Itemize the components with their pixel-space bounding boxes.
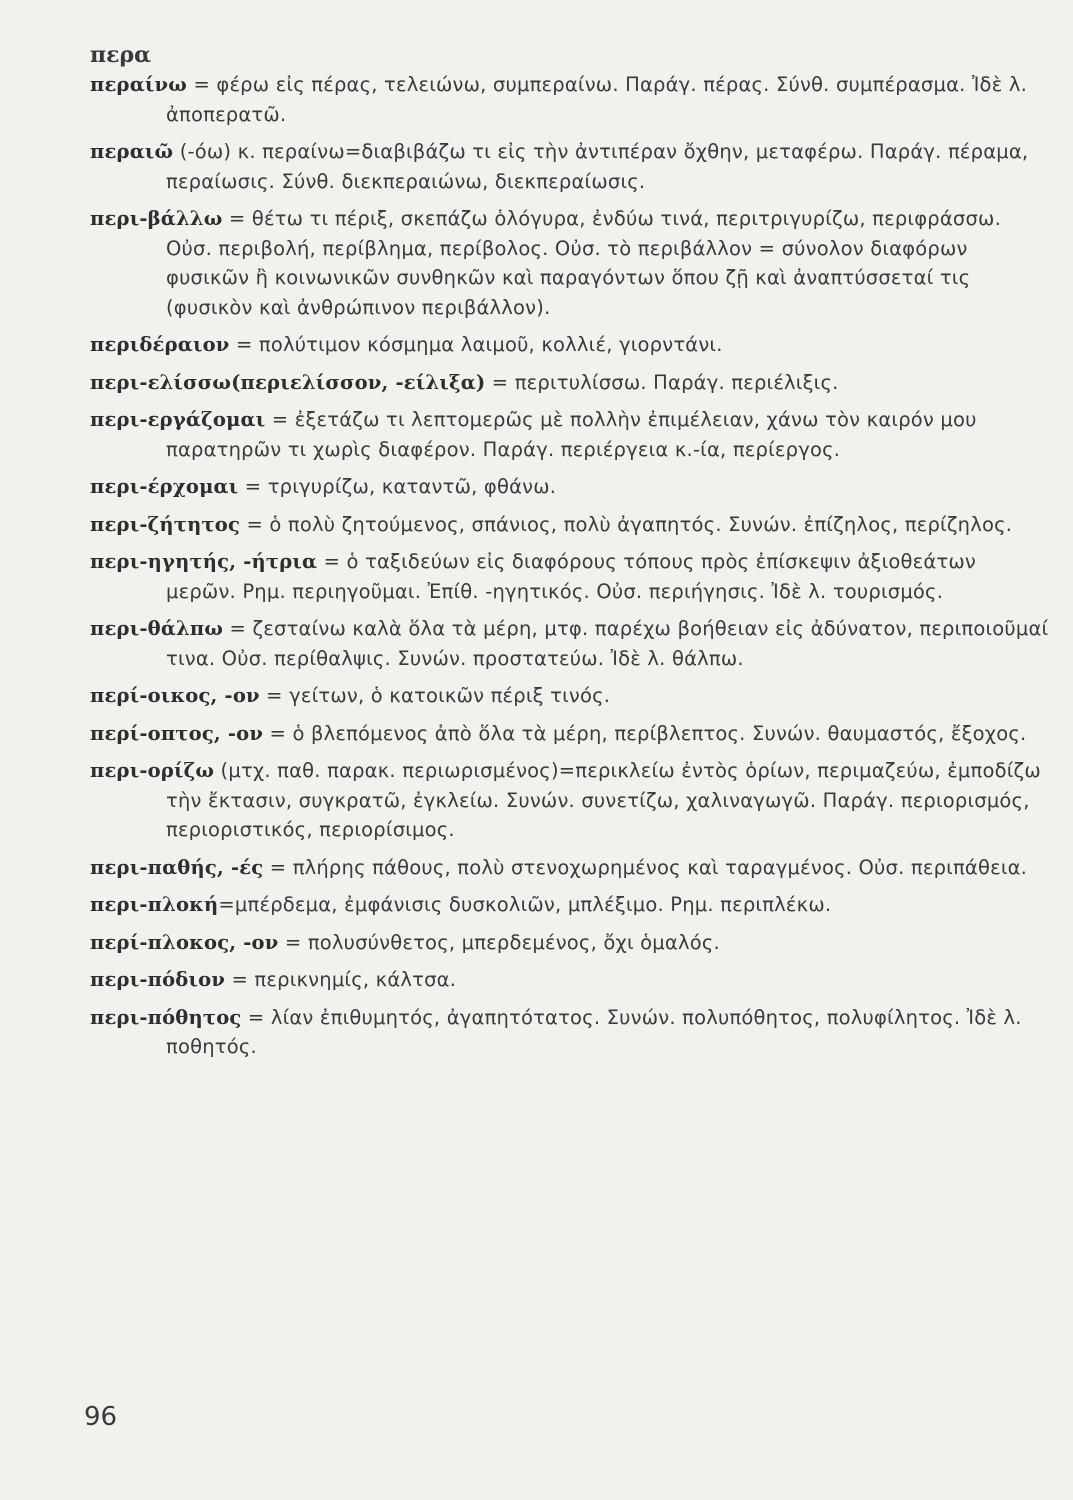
entry-definition: = ὁ βλεπόμενος ἀπὸ ὅλα τὰ μέρη, περίβλεπτος. Συνών. θαυμαστός, ἔξοχος.	[263, 721, 1027, 745]
entry-definition: = ζεσταίνω καλὰ ὅλα τὰ μέρη, μτφ. παρέχω βοήθειαν εἰς ἀδύνατον, περιποιοῦμαί τινα. Οὐσ. περίθαλψις. Συνών. προστατεύω. Ἰδὲ λ. θάλπω.	[166, 617, 1049, 670]
dictionary-entry	[90, 547, 1050, 606]
entry-definition: = περιτυλίσσω. Παράγ. περιέλιξις.	[485, 370, 839, 394]
dictionary-entry	[90, 137, 1050, 196]
entry-definition: = πλήρης πάθους, πολὺ στενοχωρημένος καὶ ταραγμένος. Οὐσ. περιπάθεια.	[263, 855, 1028, 879]
dictionary-entry	[90, 1003, 1050, 1062]
entry-definition: =μπέρδεμα, ἐμφάνισις δυσκολιῶν, μπλέξιμο. Ρημ. περιπλέκω.	[218, 893, 832, 916]
entry-headword: περι-εργάζομαι	[90, 408, 266, 431]
entry-definition: = τριγυρίζω, καταντῶ, φθάνω.	[238, 475, 557, 498]
dictionary-entry	[90, 405, 1050, 464]
entry-definition: = ὁ ταξιδεύων εἰς διαφόρους τόπους πρὸς ἐπίσκεψιν ἀξιοθεάτων μερῶν. Ρημ. περιηγοῦμαι. Ἐπίθ. -ηγητικός. Οὐσ. περιήγησις. Ἰδὲ λ. τουρισμός.	[166, 550, 977, 603]
entry-definition: (μτχ. παθ. παρακ. περιωρισμένος)=περικλείω ἐντὸς ὁρίων, περιμαζεύω, ἐμποδίζω τὴν ἔκτασιν, συγκρατῶ, ἐγκλείω. Συνών. συνετίζω, χαλιναγωγῶ. Παράγ. περιορισμός, περιοριστικός, περιορίσιμος.	[166, 759, 1041, 841]
dictionary-entry	[90, 614, 1050, 673]
entry-headword: περι-θάλπω	[90, 617, 224, 640]
entry-headword: περι-παθής, -ές	[90, 855, 264, 879]
entry-definition: = περικνημίς, κάλτσα.	[225, 968, 457, 991]
entry-definition: = πολύτιμον κόσμημα λαιμοῦ, κολλιέ, γιορντάνι.	[229, 333, 723, 356]
entry-definition: = ὁ πολὺ ζητούμενος, σπάνιος, πολὺ ἀγαπητός. Συνών. ἐπίζηλος, περίζηλος.	[240, 512, 1013, 536]
dictionary-entry	[90, 368, 1050, 398]
dictionary-entry	[90, 853, 1050, 883]
entry-definition: = ἐξετάζω τι λεπτομερῶς μὲ πολλὴν ἐπιμέλειαν, χάνω τὸν καιρόν μου παρατηρῶν τι χωρὶς διαφέρον. Παράγ. περιέργεια κ.-ία, περίεργος.	[166, 408, 977, 461]
entry-headword: περι-ζήτητος	[90, 512, 241, 536]
dictionary-entry	[90, 330, 1050, 360]
entry-definition: = λίαν ἐπιθυμητός, ἀγαπητότατος. Συνών. πολυπόθητος, πολυφίλητος. Ἰδὲ λ. ποθητός.	[166, 1005, 1022, 1058]
entry-headword: περι-πλοκή	[90, 893, 219, 916]
entry-definition: = θέτω τι πέριξ, σκεπάζω ὁλόγυρα, ἐνδύω τινά, περιτριγυρίζω, περιφράσσω. Οὐσ. περιβολή, περίβλημα, περίβολος. Οὐσ. τὸ περιβάλλον = σύνολον διαφόρων φυσικῶν ἢ κοινωνικῶν συνθηκῶν καὶ παραγόντων ὅπου ζῇ καὶ ἀναπτύσσεταί τις (φυσικὸν καὶ ἀνθρώπινον περιβάλλον).	[166, 207, 1001, 319]
running-header: περα	[90, 42, 152, 68]
entry-headword: περι-πόθητος	[90, 1005, 242, 1029]
dictionary-entry	[90, 70, 1050, 129]
entry-definition: = πολυσύνθετος, μπερδεμένος, ὄχι ὁμαλός.	[278, 930, 720, 954]
entry-headword: περαιῶ	[90, 140, 174, 163]
entry-headword: περιδέραιον	[90, 333, 230, 356]
entry-headword: περι-ορίζω	[90, 759, 215, 782]
dictionary-entry	[90, 204, 1050, 322]
dictionary-entry	[90, 681, 1050, 711]
dictionary-entry	[90, 890, 1050, 920]
dictionary-entry	[90, 756, 1050, 845]
entry-definition: (-όω) κ. περαίνω=διαβιβάζω τι εἰς τὴν ἀντιπέραν ὄχθην, μεταφέρω. Παράγ. πέραμα, περαίωσις. Σύνθ. διεκπεραιώνω, διεκπεραίωσις.	[166, 140, 1029, 193]
entry-headword: περι-πόδιον	[90, 968, 226, 991]
dictionary-entry	[90, 965, 1050, 995]
entry-headword: περι-βάλλω	[90, 207, 223, 230]
entry-headword: περι-έρχομαι	[90, 475, 239, 498]
dictionary-entry	[90, 719, 1050, 749]
entry-headword: περί-οπτος, -ον	[90, 721, 264, 745]
entry-list	[90, 70, 1050, 1070]
entry-definition: = φέρω εἰς πέρας, τελειώνω, συμπεραίνω. Παράγ. πέρας. Σύνθ. συμπέρασμα. Ἰδὲ λ. ἀποπερατῶ.	[166, 73, 1027, 126]
entry-headword: περαίνω	[90, 73, 188, 96]
dictionary-entry	[90, 928, 1050, 958]
entry-definition: = γείτων, ὁ κατοικῶν πέριξ τινός.	[259, 684, 611, 707]
entry-headword: περί-οικος, -ον	[90, 684, 260, 707]
page-number: 96	[84, 1402, 118, 1432]
entry-headword: περί-πλοκος, -ον	[90, 930, 279, 954]
dictionary-entry	[90, 510, 1050, 540]
entry-headword: περι-ελίσσω(περιελίσσον, -είλιξα)	[90, 370, 486, 394]
entry-headword: περι-ηγητής, -ήτρια	[90, 550, 318, 573]
dictionary-entry	[90, 472, 1050, 502]
